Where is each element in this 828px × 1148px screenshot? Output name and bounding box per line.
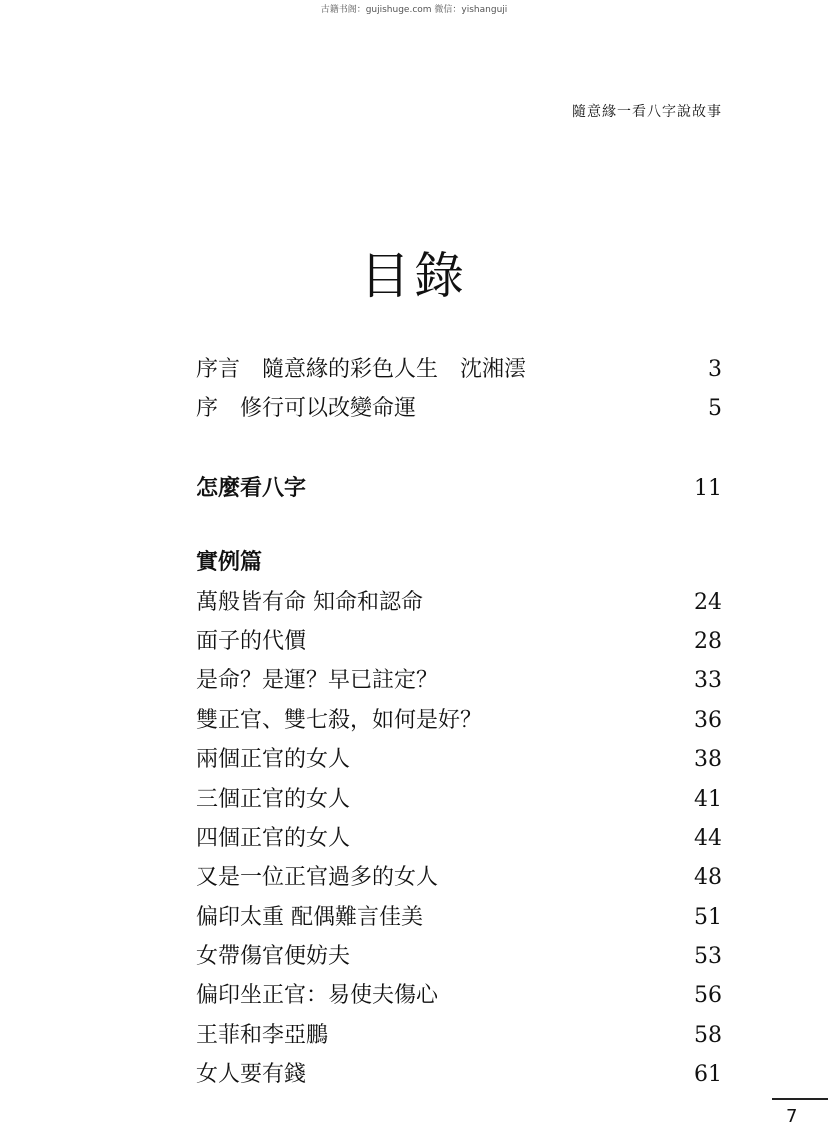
toc-section-entries [196,583,722,1095]
toc-section-page: 11 [694,475,722,501]
running-head: 隨意緣一看八字說故事 [572,104,722,120]
toc-entry-page: 24 [694,589,722,615]
toc-entry-page: 53 [694,944,722,970]
toc-entry[interactable] [196,937,722,976]
toc-entry-page: 28 [694,628,722,654]
toc-entry-title: 雙正官、雙七殺，如何是好？ [196,707,483,733]
toc-entry-page: 56 [694,983,722,1009]
page-number: 7 [786,1106,798,1127]
toc-entry-title: 兩個正官的女人 [196,747,351,773]
toc-entry-title: 面子的代價 [196,628,307,654]
toc-entry-title: 是命？是運？早已註定？ [196,668,439,694]
toc-entry[interactable] [196,780,722,819]
toc-entry[interactable] [196,583,722,622]
toc-entry-page: 38 [694,747,722,773]
toc-entry-page: 33 [694,668,722,694]
toc-entry[interactable] [196,1055,722,1094]
toc-entry-title: 萬般皆有命 知命和認命 [196,589,423,615]
toc-entry[interactable] [196,976,722,1015]
toc-entry-title: 序 修行可以改變命運 [196,396,417,422]
toc-section-title: 怎麼看八字 [196,475,307,501]
toc-entry-page: 3 [708,357,722,382]
toc-entry[interactable] [196,389,722,428]
toc-entry[interactable] [196,819,722,858]
toc-entry-title: 三個正官的女人 [196,786,351,812]
toc-section-part-one[interactable] [196,469,722,508]
toc-entry-page: 44 [694,825,722,851]
watermark: 古籍书阁：gujishuge.com 微信：yishanguji [320,5,508,15]
toc-entry[interactable] [196,622,722,661]
toc-entry[interactable] [196,858,722,897]
table-of-contents [196,350,722,1095]
toc-entry-title: 偏印太重 配偶難言佳美 [196,904,423,930]
toc-entry-title: 偏印坐正官：易使夫傷心 [196,983,439,1009]
toc-entry-page: 5 [708,396,722,422]
toc-entry[interactable] [196,661,722,700]
toc-entry-page: 61 [694,1062,722,1088]
toc-entry-title: 四個正官的女人 [196,825,351,851]
toc-entry-title: 女人要有錢 [196,1062,307,1088]
toc-entry-title: 女帶傷官便妨夫 [196,944,351,970]
page-title: 目錄 [360,247,468,305]
toc-entry[interactable] [196,701,722,740]
toc-entry-title: 序言 隨意緣的彩色人生 沈湘澐 [196,357,527,382]
toc-entry[interactable] [196,350,722,389]
toc-entry-page: 41 [694,786,722,812]
toc-entry-title: 王菲和李亞鵬 [196,1022,329,1048]
toc-entry-title: 又是一位正官過多的女人 [196,865,439,891]
toc-entry-page: 51 [694,904,722,930]
toc-entry-page: 48 [694,865,722,891]
folio-rule [772,1098,828,1100]
toc-entry-page: 58 [694,1022,722,1048]
toc-entry-page: 36 [694,707,722,733]
toc-entry[interactable] [196,740,722,779]
toc-entry[interactable] [196,1016,722,1055]
toc-section-heading: 實例篇 [196,550,263,576]
toc-entry[interactable] [196,898,722,937]
